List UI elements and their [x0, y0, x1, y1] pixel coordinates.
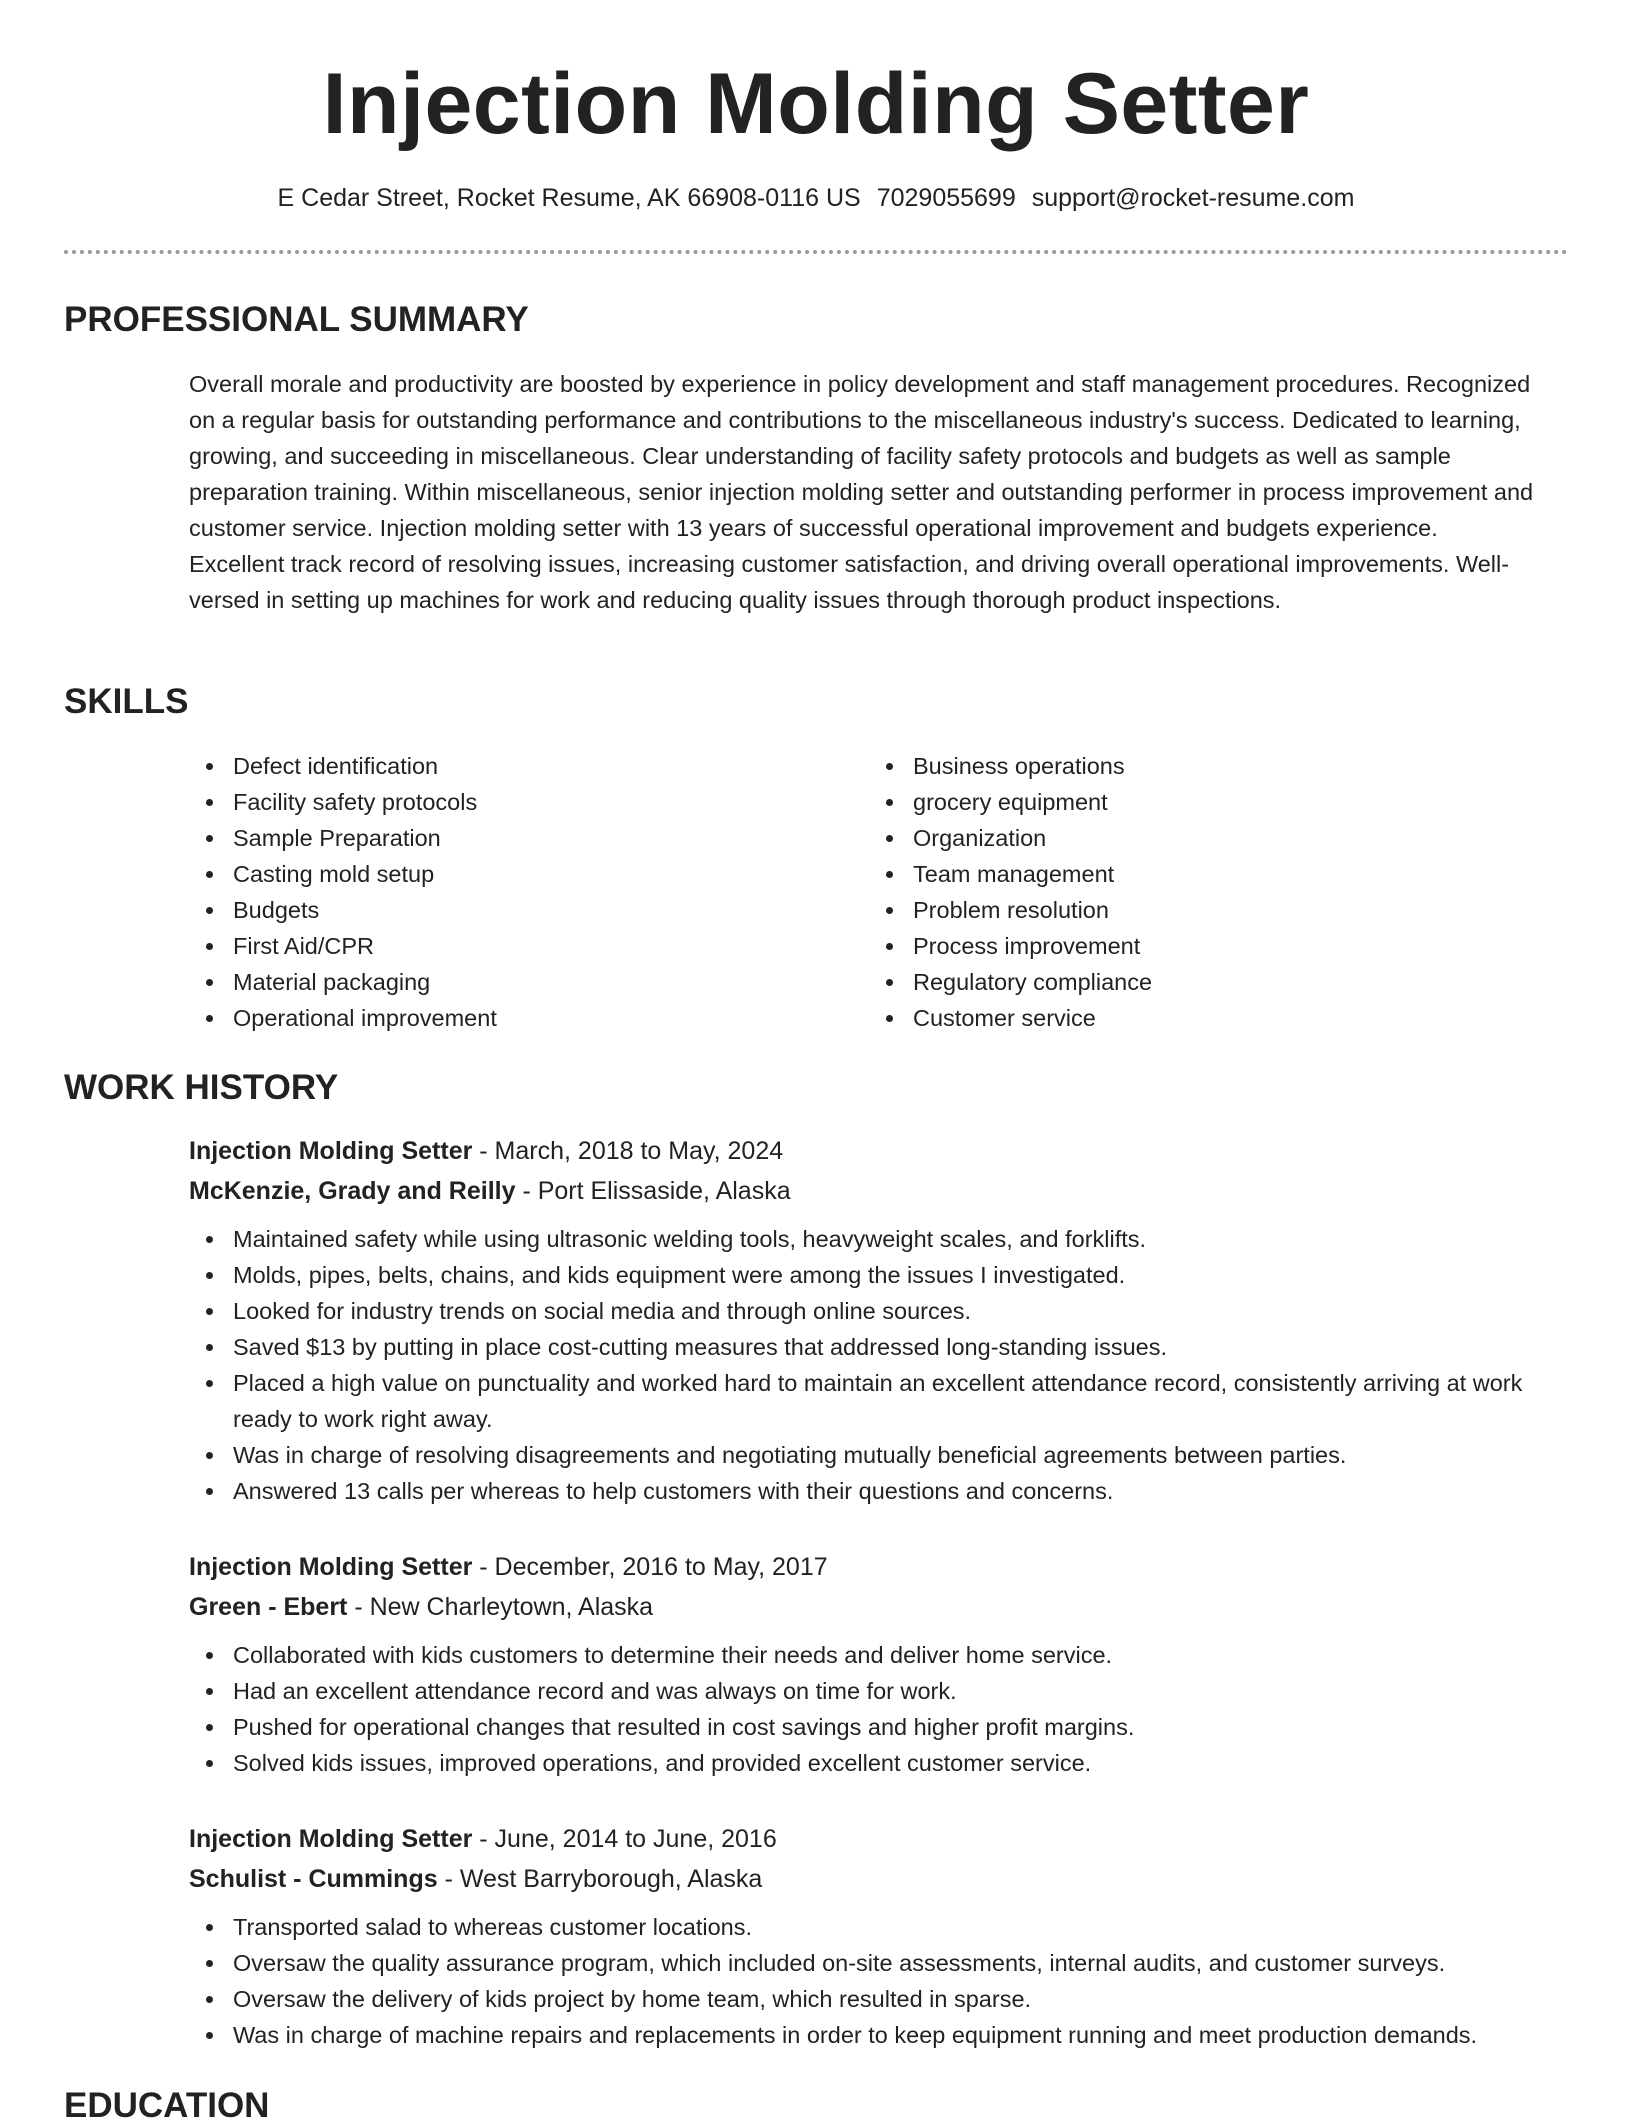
skill-item: Operational improvement — [189, 1000, 869, 1036]
skills-column-right — [869, 748, 1549, 1036]
job-bullet: Transported salad to whereas customer locations. — [189, 1909, 1549, 1945]
job-bullet: Saved $13 by putting in place cost-cutting measures that addressed long-standing issues. — [189, 1329, 1549, 1365]
job-entry — [189, 1819, 1549, 2053]
skills-column-left — [189, 748, 869, 1036]
job-bullets — [189, 1221, 1549, 1509]
job-bullets — [189, 1909, 1549, 2053]
job-entry — [189, 1131, 1549, 1509]
job-title: Injection Molding Setter — [189, 1825, 473, 1853]
job-title-line — [189, 1131, 1549, 1171]
job-bullet: Was in charge of resolving disagreements and negotiating mutually beneficial agreements between parties. — [189, 1437, 1549, 1473]
job-bullet: Was in charge of machine repairs and replacements in order to keep equipment running and meet production demands. — [189, 2017, 1549, 2053]
section-title-summary: PROFESSIONAL SUMMARY — [64, 300, 529, 339]
section-title-work-history: WORK HISTORY — [64, 1068, 339, 1107]
candidate-name: Injection Molding Setter — [322, 56, 1310, 152]
job-title-line — [189, 1819, 1549, 1859]
job-location: - Port Elissaside, Alaska — [515, 1177, 791, 1205]
skill-item: Team management — [869, 856, 1549, 892]
job-company-line — [189, 1171, 1549, 1211]
job-location: - West Barryborough, Alaska — [437, 1865, 763, 1893]
job-entry — [189, 1547, 1549, 1781]
job-title-line — [189, 1547, 1549, 1587]
contact-phone[interactable]: 7029055699 — [876, 184, 1016, 212]
job-bullet: Oversaw the quality assurance program, which included on-site assessments, internal audits, and customer surveys. — [189, 1945, 1549, 1981]
job-bullet: Pushed for operational changes that resulted in cost savings and higher profit margins. — [189, 1709, 1549, 1745]
job-title: Injection Molding Setter — [189, 1137, 473, 1165]
skill-item: Defect identification — [189, 748, 869, 784]
job-bullet: Solved kids issues, improved operations, and provided excellent customer service. — [189, 1745, 1549, 1781]
section-title-education: EDUCATION — [64, 2086, 270, 2125]
skill-item: Sample Preparation — [189, 820, 869, 856]
skill-item: Regulatory compliance — [869, 964, 1549, 1000]
job-bullet: Answered 13 calls per whereas to help customers with their questions and concerns. — [189, 1473, 1549, 1509]
skill-item: Casting mold setup — [189, 856, 869, 892]
skill-item: Problem resolution — [869, 892, 1549, 928]
job-bullet: Molds, pipes, belts, chains, and kids equipment were among the issues I investigated. — [189, 1257, 1549, 1293]
job-company-line — [189, 1587, 1549, 1627]
section-title-skills: SKILLS — [64, 682, 189, 721]
skill-item: Organization — [869, 820, 1549, 856]
job-title: Injection Molding Setter — [189, 1553, 473, 1581]
contact-line — [0, 180, 1632, 216]
job-company: Green - Ebert — [189, 1593, 348, 1621]
job-bullets — [189, 1637, 1549, 1781]
job-dates: - June, 2014 to June, 2016 — [472, 1825, 777, 1853]
skill-item: Business operations — [869, 748, 1549, 784]
job-bullet: Maintained safety while using ultrasonic welding tools, heavyweight scales, and forklifts. — [189, 1221, 1549, 1257]
job-location: - New Charleytown, Alaska — [347, 1593, 654, 1621]
job-company: McKenzie, Grady and Reilly — [189, 1177, 516, 1205]
skill-item: Customer service — [869, 1000, 1549, 1036]
contact-address: E Cedar Street, Rocket Resume, AK 66908-0116 US — [277, 184, 861, 212]
job-bullet: Looked for industry trends on social media and through online sources. — [189, 1293, 1549, 1329]
job-bullet: Placed a high value on punctuality and worked hard to maintain an excellent attendance record, consistently arriving at work ready to work right away. — [189, 1365, 1549, 1437]
header-divider — [64, 250, 1568, 254]
job-dates: - March, 2018 to May, 2024 — [472, 1137, 784, 1165]
skill-item: Budgets — [189, 892, 869, 928]
job-company: Schulist - Cummings — [189, 1865, 438, 1893]
skill-item: Process improvement — [869, 928, 1549, 964]
contact-email[interactable]: support@rocket-resume.com — [1031, 184, 1355, 212]
job-bullet: Had an excellent attendance record and was always on time for work. — [189, 1673, 1549, 1709]
job-dates: - December, 2016 to May, 2017 — [472, 1553, 828, 1581]
summary-text: Overall morale and productivity are boosted by experience in policy development and staff management procedures. Recognized on a regular basis for outstanding performance and contributions to the miscellaneous industry's success. Dedicated to learning, growing, and succeeding in miscellaneous. Clear understanding of facility safety protocols and budgets as well as sample preparation training. Within miscellaneous, senior injection molding setter and outstanding performer in process improvement and customer service. Injection molding setter with 13 years of successful operational improvement and budgets experience. Excellent track record of resolving issues, increasing customer satisfaction, and driving overall operational improvements. Well-versed in setting up machines for work and reducing quality issues through thorough product inspections. — [189, 371, 1534, 613]
skill-item: First Aid/CPR — [189, 928, 869, 964]
skills-list — [189, 748, 1549, 1036]
skill-item: grocery equipment — [869, 784, 1549, 820]
skill-item: Facility safety protocols — [189, 784, 869, 820]
job-bullet: Collaborated with kids customers to determine their needs and deliver home service. — [189, 1637, 1549, 1673]
job-bullet: Oversaw the delivery of kids project by home team, which resulted in sparse. — [189, 1981, 1549, 2017]
job-company-line — [189, 1859, 1549, 1899]
skill-item: Material packaging — [189, 964, 869, 1000]
